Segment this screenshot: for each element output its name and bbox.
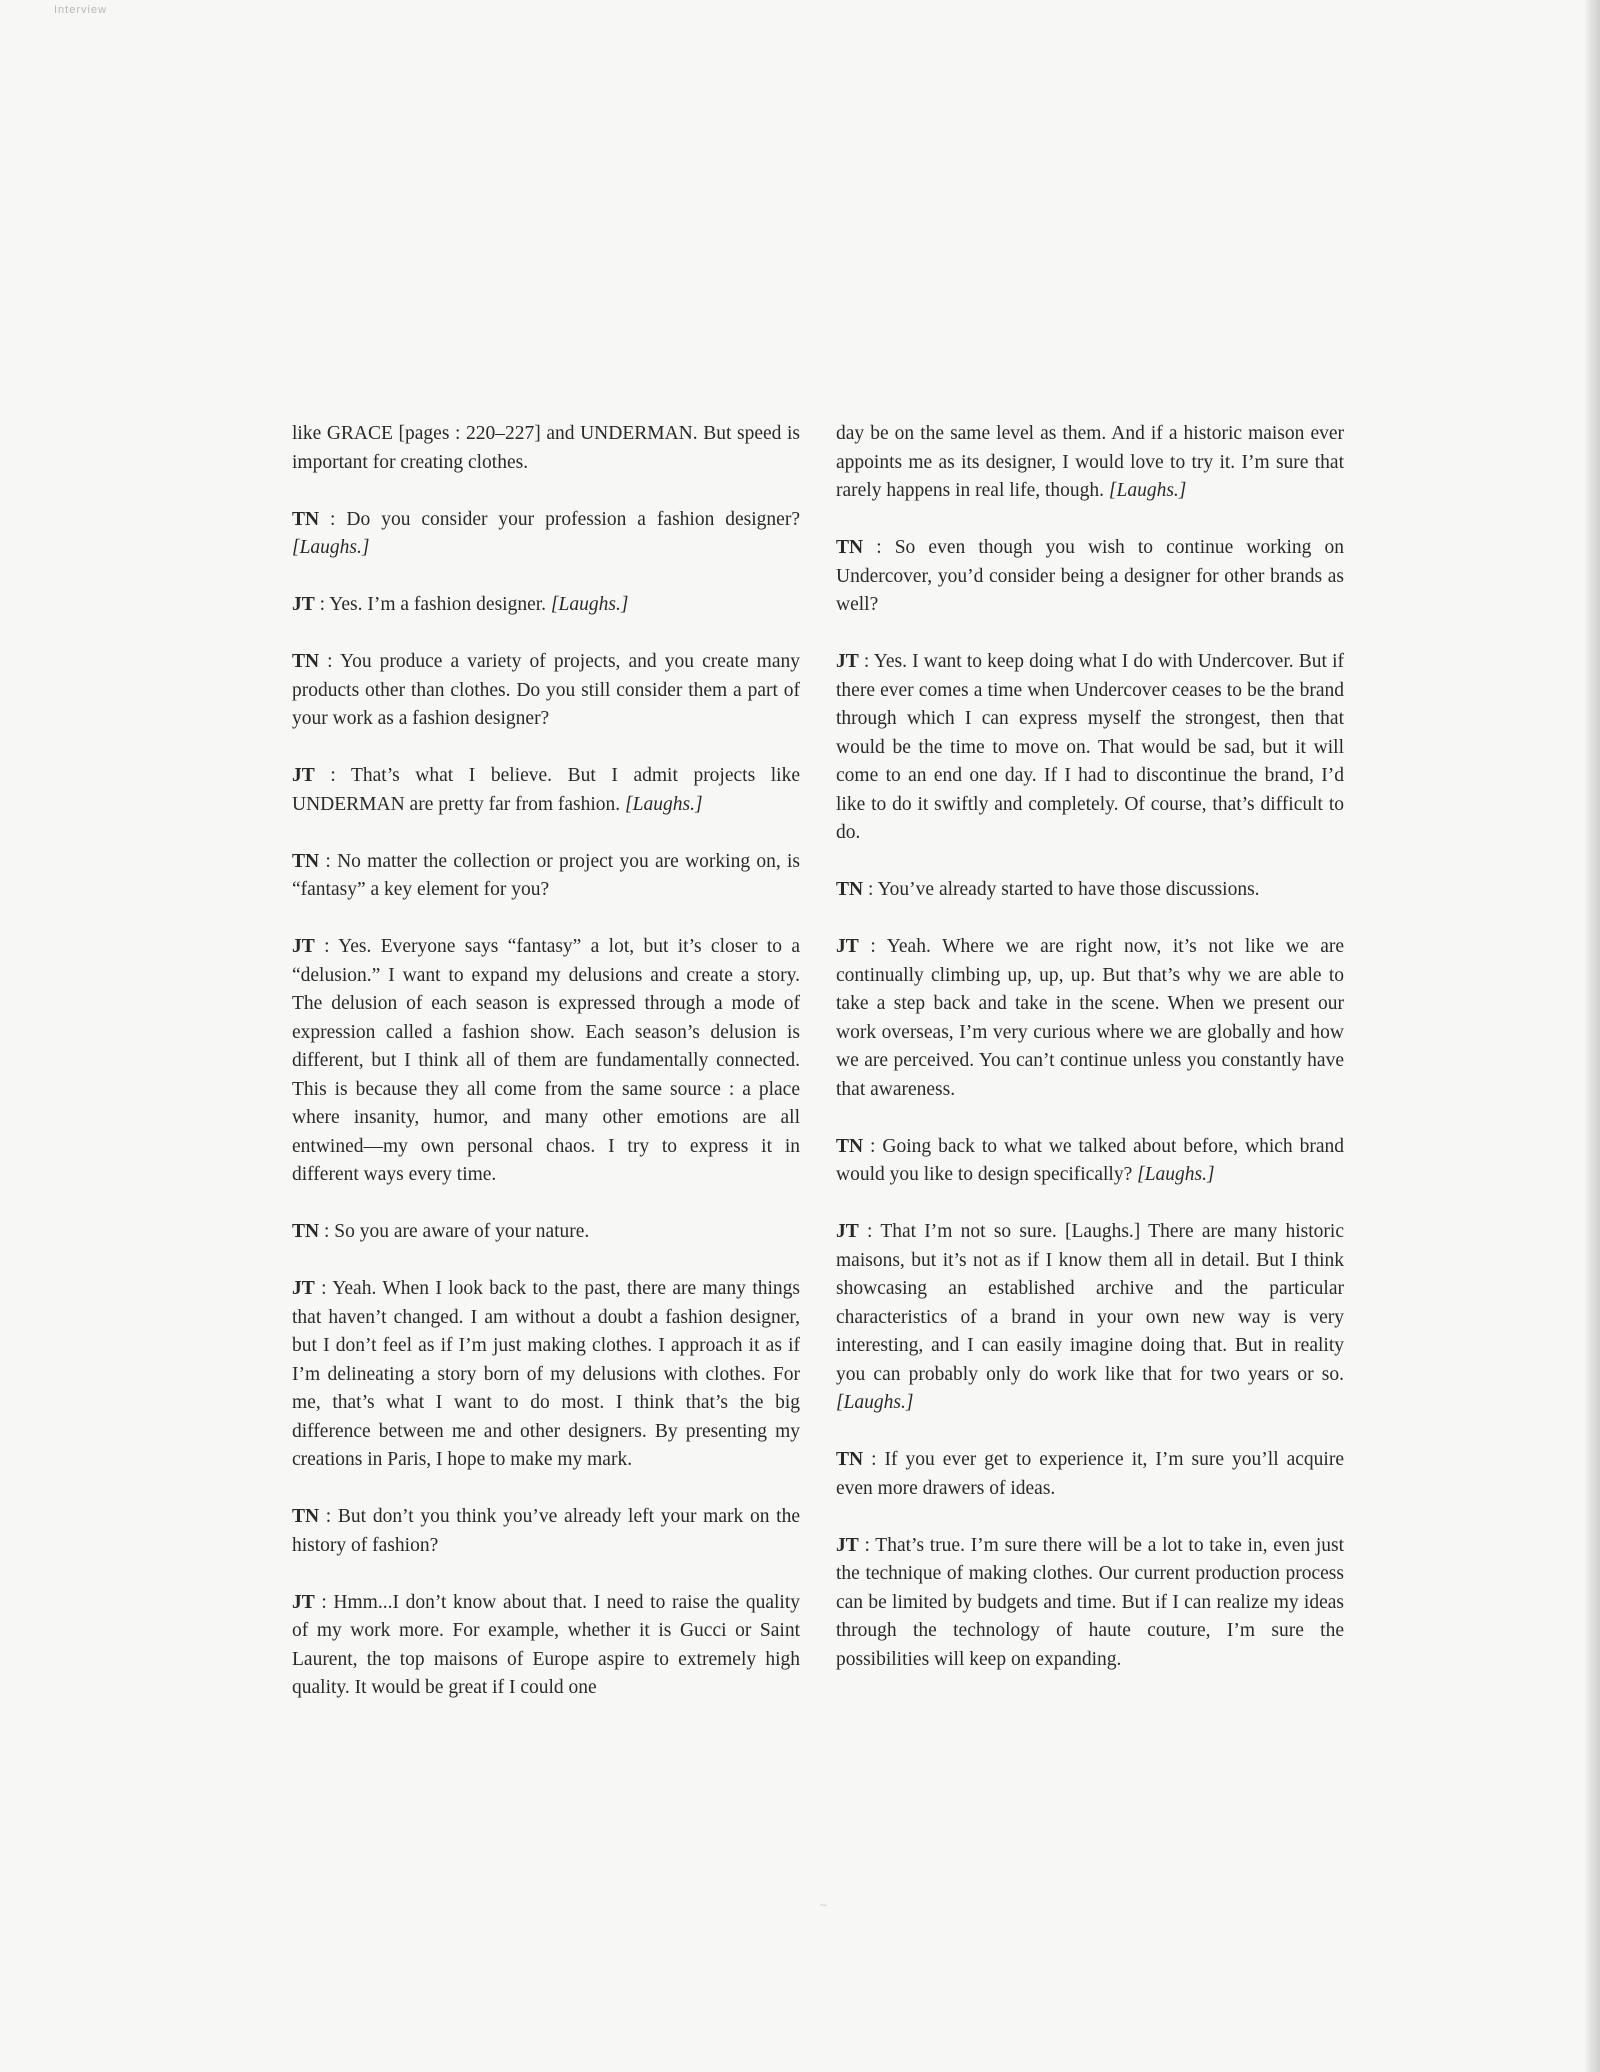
speaker-label: TN <box>292 850 320 872</box>
page-edge-shadow <box>1584 0 1600 2072</box>
speaker-label: TN <box>292 1506 320 1527</box>
speaker-label: JT <box>836 1221 859 1242</box>
interview-paragraph <box>836 933 1344 1104</box>
right-column <box>836 420 1344 1703</box>
laughs-annotation: [Laughs.] <box>836 1392 914 1413</box>
speaker-label: JT <box>836 1534 859 1556</box>
paragraph-text: : Do you consider your profession a fashion designer? <box>319 508 800 530</box>
paragraph-text: : No matter the collection or project you are working on, is “fantasy” a key element for you? <box>292 850 800 900</box>
speaker-label: TN <box>836 879 864 900</box>
laughs-annotation: [Laughs.] <box>550 594 629 615</box>
speaker-label: TN <box>836 1135 864 1157</box>
speaker-label: JT <box>292 765 315 786</box>
laughs-annotation: [Laughs.] <box>292 537 370 558</box>
interview-paragraph <box>292 420 800 477</box>
laughs-annotation: [Laughs.] <box>625 793 703 815</box>
laughs-annotation: [Laughs.] <box>1108 480 1187 501</box>
paragraph-text: : You produce a variety of projects, and you create many products other than clothes. Do you still consider them a part of your work as a fashion designer? <box>292 651 800 729</box>
speaker-label: TN <box>292 651 320 672</box>
paragraph-text: : You’ve already started to have those discussions. <box>863 879 1260 900</box>
interview-paragraph <box>292 506 800 563</box>
paragraph-text: : So you are aware of your nature. <box>319 1221 590 1242</box>
speaker-label: TN <box>292 508 320 530</box>
interview-paragraph <box>292 1589 800 1703</box>
paragraph-text: : Yeah. When I look back to the past, there are many things that haven’t changed. I am without a doubt a fashion designer, but I don’t feel as if I’m just making clothes. I approach it as if I’m delineating a story born of my delusions with clothes. For me, that’s what I want to do most. I think that’s the big difference between me and other designers. By presenting my creations in Paris, I hope to make my mark. <box>292 1278 800 1470</box>
interview-paragraph <box>836 1446 1344 1503</box>
paragraph-text: : But don’t you think you’ve already left your mark on the history of fashion? <box>292 1506 800 1556</box>
paragraph-text: : So even though you wish to continue working on Undercover, you’d consider being a designer for other brands as well? <box>836 537 1344 615</box>
interview-paragraph <box>292 648 800 734</box>
speaker-label: JT <box>292 594 315 615</box>
speaker-label: TN <box>292 1221 320 1242</box>
paragraph-text: : Yes. I’m a fashion designer. <box>314 594 551 615</box>
interview-paragraph <box>292 591 800 620</box>
speaker-label: JT <box>836 936 859 957</box>
paragraph-text: : That I’m not so sure. [Laughs.] There are many historic maisons, but it’s not as if I know them all in detail. But I think showcasing an established archive and the particular characteristics of a brand in your own new way is very interesting, and I can easily imagine doing that. But in reality you can probably only do work like that for two years or so. <box>836 1221 1344 1385</box>
speaker-label: TN <box>836 1449 864 1470</box>
speaker-label: JT <box>292 936 315 957</box>
interview-paragraph <box>292 1275 800 1475</box>
interview-paragraph <box>836 876 1344 905</box>
running-head: Interview <box>54 4 108 16</box>
interview-paragraph <box>836 1133 1344 1190</box>
interview-paragraph <box>836 648 1344 848</box>
interview-paragraph <box>292 933 800 1190</box>
speaker-label: JT <box>292 1278 315 1299</box>
interview-paragraph <box>836 420 1344 506</box>
page-folio-mark: ~ <box>820 1898 827 1912</box>
speaker-label: JT <box>836 651 859 672</box>
paragraph-text: : Hmm...I don’t know about that. I need to raise the quality of my work more. For example, whether it is Gucci or Saint Laurent, the top maisons of Europe aspire to extremely high quality. It would be great if I could one <box>292 1591 800 1698</box>
interview-paragraph <box>836 1218 1344 1418</box>
paragraph-text: : Yes. I want to keep doing what I do with Undercover. But if there ever comes a time when Undercover ceases to be the brand through which I can express myself the strongest, then that would be the time to move on. That would be sad, but it will come to an end one day. If I had to discontinue the brand, I’d like to do it swiftly and completely. Of course, that’s difficult to do. <box>836 651 1344 843</box>
paragraph-text: : Yes. Everyone says “fantasy” a lot, but it’s closer to a “delusion.” I want to expand my delusions and create a story. The delusion of each season is expressed through a mode of expression called a fashion show. Each season’s delusion is different, but I think all of them are fundamentally connected. This is because they all come from the same source : a place where insanity, humor, and many other emotions are all entwined—my own personal chaos. I try to express it in different ways every time. <box>292 936 800 1185</box>
left-column <box>292 420 800 1731</box>
interview-paragraph <box>292 1503 800 1560</box>
paragraph-text: : If you ever get to experience it, I’m sure you’ll acquire even more drawers of ideas. <box>836 1449 1344 1499</box>
interview-paragraph <box>836 534 1344 620</box>
interview-paragraph <box>836 1532 1344 1675</box>
paragraph-text: : That’s what I believe. But I admit projects like UNDERMAN are pretty far from fashion. <box>292 765 800 815</box>
interview-paragraph <box>292 848 800 905</box>
speaker-label: TN <box>836 537 864 558</box>
paragraph-text: : That’s true. I’m sure there will be a lot to take in, even just the technique of making clothes. Our current production process can be limited by budgets and time. But if I can realize my ideas through the technology of haute couture, I’m sure the possibilities will keep on expanding. <box>836 1534 1344 1670</box>
paragraph-text: day be on the same level as them. And if a historic maison ever appoints me as its designer, I would love to try it. I’m sure that rarely happens in real life, though. <box>836 423 1344 501</box>
speaker-label: JT <box>292 1591 315 1613</box>
paragraph-text: like GRACE [pages : 220–227] and UNDERMAN. But speed is important for creating clothes. <box>292 423 800 473</box>
interview-paragraph <box>292 1218 800 1247</box>
paragraph-text: : Going back to what we talked about before, which brand would you like to design specifically? <box>836 1135 1344 1185</box>
interview-paragraph <box>292 762 800 819</box>
paragraph-text: : Yeah. Where we are right now, it’s not like we are continually climbing up, up, up. But that’s why we are able to take a step back and take in the scene. When we present our work overseas, I’m very curious where we are globally and how we are perceived. You can’t continue unless you constantly have that awareness. <box>836 936 1344 1100</box>
laughs-annotation: [Laughs.] <box>1137 1164 1215 1185</box>
